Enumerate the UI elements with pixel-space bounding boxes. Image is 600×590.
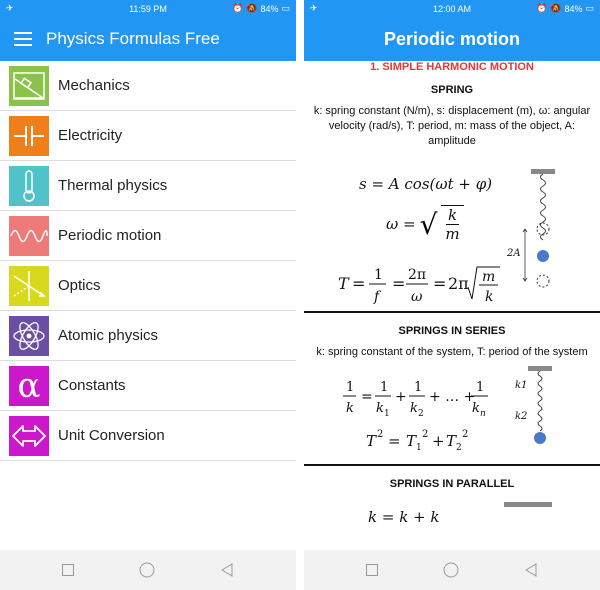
- svg-text:1: 1: [416, 443, 422, 452]
- app-title: Physics Formulas Free: [46, 29, 220, 48]
- svg-text:T: T: [446, 432, 457, 450]
- battery-icon: ▭: [585, 3, 594, 13]
- series-period-equation: [364, 426, 484, 452]
- tile-thermal-physics: [9, 166, 49, 206]
- parallel-spring-diagram: [502, 500, 558, 512]
- omega-lhs: ω =: [386, 215, 416, 233]
- svg-text:2π: 2π: [408, 267, 427, 283]
- light-ray-icon: [12, 270, 46, 302]
- k1-label: k1: [515, 380, 528, 391]
- svg-text:2π: 2π: [448, 274, 469, 293]
- alpha-icon: α: [17, 365, 41, 406]
- capacitor-icon: [12, 123, 46, 149]
- battery-percent: 84%: [564, 3, 583, 14]
- app-bar: [0, 17, 296, 61]
- tile-atomic-physics: [9, 316, 49, 356]
- svg-text:k: k: [410, 401, 418, 416]
- item-label: Periodic motion: [58, 227, 162, 244]
- series-heading: SPRINGS IN SERIES: [398, 325, 506, 337]
- tile-constants: [9, 366, 49, 406]
- tile-electricity: [9, 116, 49, 156]
- displacement-equation: s = A cos(ωt + φ): [359, 175, 493, 193]
- status-bar: [304, 0, 600, 17]
- right-screen: [304, 0, 600, 590]
- status-time: 12:00 AM: [432, 3, 472, 14]
- svg-text:2: 2: [422, 429, 429, 440]
- mute-icon: 🔕: [550, 3, 562, 13]
- period-equation: [336, 259, 506, 311]
- system-nav-bar: [304, 550, 600, 590]
- svg-text:1: 1: [374, 267, 383, 283]
- spring-heading: SPRING: [430, 84, 474, 96]
- mute-icon: 🔕: [246, 3, 258, 13]
- svg-text:2: 2: [377, 429, 384, 440]
- svg-text:k: k: [346, 401, 354, 416]
- svg-text:=: =: [361, 389, 373, 405]
- parallel-heading: SPRINGS IN PARALLEL: [389, 478, 515, 490]
- k2-label: k2: [515, 411, 528, 422]
- sqrt-sign: √: [419, 207, 438, 241]
- back-button[interactable]: [220, 563, 234, 577]
- home-button[interactable]: [139, 562, 155, 578]
- svg-text:n: n: [480, 409, 486, 419]
- svg-text:f: f: [374, 289, 380, 305]
- hamburger-icon: [14, 32, 32, 46]
- list-item-atomic-physics[interactable]: [0, 311, 296, 361]
- svg-text:2: 2: [418, 409, 424, 419]
- left-screen: [0, 0, 296, 590]
- menu-button[interactable]: [0, 32, 46, 46]
- series-spring-diagram: [520, 366, 560, 450]
- list-item-electricity[interactable]: [0, 111, 296, 161]
- status-icons: [536, 3, 594, 14]
- parallel-formula-block: [304, 490, 600, 530]
- svg-text:=: =: [352, 274, 366, 293]
- list-item-periodic-motion[interactable]: [0, 211, 296, 261]
- list-item-constants[interactable]: [0, 361, 296, 411]
- spring-diagram: [518, 169, 568, 299]
- svg-text:=: =: [433, 274, 447, 293]
- airplane-icon: ✈: [310, 3, 318, 13]
- fraction-denominator: m: [445, 225, 460, 243]
- parallel-equation: k = k + k: [368, 508, 440, 526]
- status-bar: [0, 0, 296, 17]
- item-label: Constants: [58, 377, 126, 394]
- svg-text:+ … +: + … +: [429, 389, 476, 405]
- wave-icon: [10, 224, 48, 248]
- alarm-icon: ⏰: [536, 3, 548, 13]
- page-title: Periodic motion: [383, 28, 520, 49]
- svg-text:1: 1: [346, 380, 355, 395]
- item-label: Mechanics: [58, 77, 130, 94]
- svg-text:=: =: [392, 274, 406, 293]
- svg-text:T: T: [366, 432, 377, 450]
- svg-text:k: k: [376, 401, 384, 416]
- fraction-numerator: k: [447, 206, 458, 224]
- svg-text:1: 1: [384, 409, 390, 419]
- recents-button[interactable]: [62, 564, 74, 576]
- battery-icon: ▭: [281, 3, 290, 13]
- item-label: Optics: [58, 277, 101, 294]
- tile-mechanics: [9, 66, 49, 106]
- svg-text:T: T: [338, 274, 349, 293]
- list-item-optics[interactable]: [0, 261, 296, 311]
- tile-unit-conversion: [9, 416, 49, 456]
- series-formula-block: [304, 360, 600, 470]
- spring-description: k: spring constant (N/m), s: displacement (m), ω: angular velocity (rad/s), T: period, m: mass of the object, A: amplitude: [313, 105, 591, 147]
- svg-text:ω: ω: [411, 289, 423, 305]
- recents-button[interactable]: [366, 564, 378, 576]
- svg-text:1: 1: [380, 380, 389, 395]
- svg-text:+: +: [432, 432, 445, 450]
- svg-text:T: T: [406, 432, 417, 450]
- system-nav-bar: [0, 550, 296, 590]
- formula-content[interactable]: [304, 61, 600, 550]
- svg-text:2: 2: [462, 429, 469, 440]
- list-item-unit-conversion[interactable]: [0, 411, 296, 461]
- svg-text:1: 1: [414, 380, 423, 395]
- alarm-icon: ⏰: [232, 3, 244, 13]
- svg-text:=: =: [388, 432, 401, 450]
- svg-text:k: k: [472, 401, 480, 416]
- svg-text:1: 1: [476, 380, 485, 395]
- angular-velocity-equation: [386, 205, 464, 243]
- item-label: Atomic physics: [58, 327, 159, 344]
- double-arrow-icon: [11, 424, 47, 448]
- item-label: Electricity: [58, 127, 123, 144]
- battery-percent: 84%: [260, 3, 279, 14]
- incline-icon: [12, 71, 46, 101]
- fraction-k-m: [441, 205, 463, 243]
- tile-periodic-motion: [9, 216, 49, 256]
- list-item-mechanics[interactable]: [0, 61, 296, 111]
- list-item-thermal-physics[interactable]: [0, 161, 296, 211]
- home-button[interactable]: [443, 562, 459, 578]
- series-spring-equation: [342, 374, 502, 424]
- back-button[interactable]: [524, 563, 538, 577]
- svg-text:+: +: [395, 389, 407, 405]
- item-label: Unit Conversion: [58, 427, 165, 444]
- series-description: k: spring constant of the system, T: period of the system: [316, 346, 588, 358]
- section-title: 1. SIMPLE HARMONIC MOTION: [370, 61, 534, 73]
- amplitude-label: 2A: [507, 248, 521, 259]
- spring-formula-block: [304, 149, 600, 319]
- thermometer-icon: [19, 169, 39, 203]
- atom-icon: [12, 319, 46, 353]
- app-bar: [304, 17, 600, 61]
- item-label: Thermal physics: [58, 177, 168, 194]
- svg-text:k: k: [485, 289, 494, 305]
- category-list: [0, 61, 296, 461]
- svg-text:2: 2: [456, 443, 462, 452]
- tile-optics: [9, 266, 49, 306]
- status-icons: [232, 3, 290, 14]
- svg-text:m: m: [482, 269, 496, 285]
- status-time: 11:59 PM: [129, 3, 167, 14]
- airplane-icon: ✈: [6, 3, 14, 13]
